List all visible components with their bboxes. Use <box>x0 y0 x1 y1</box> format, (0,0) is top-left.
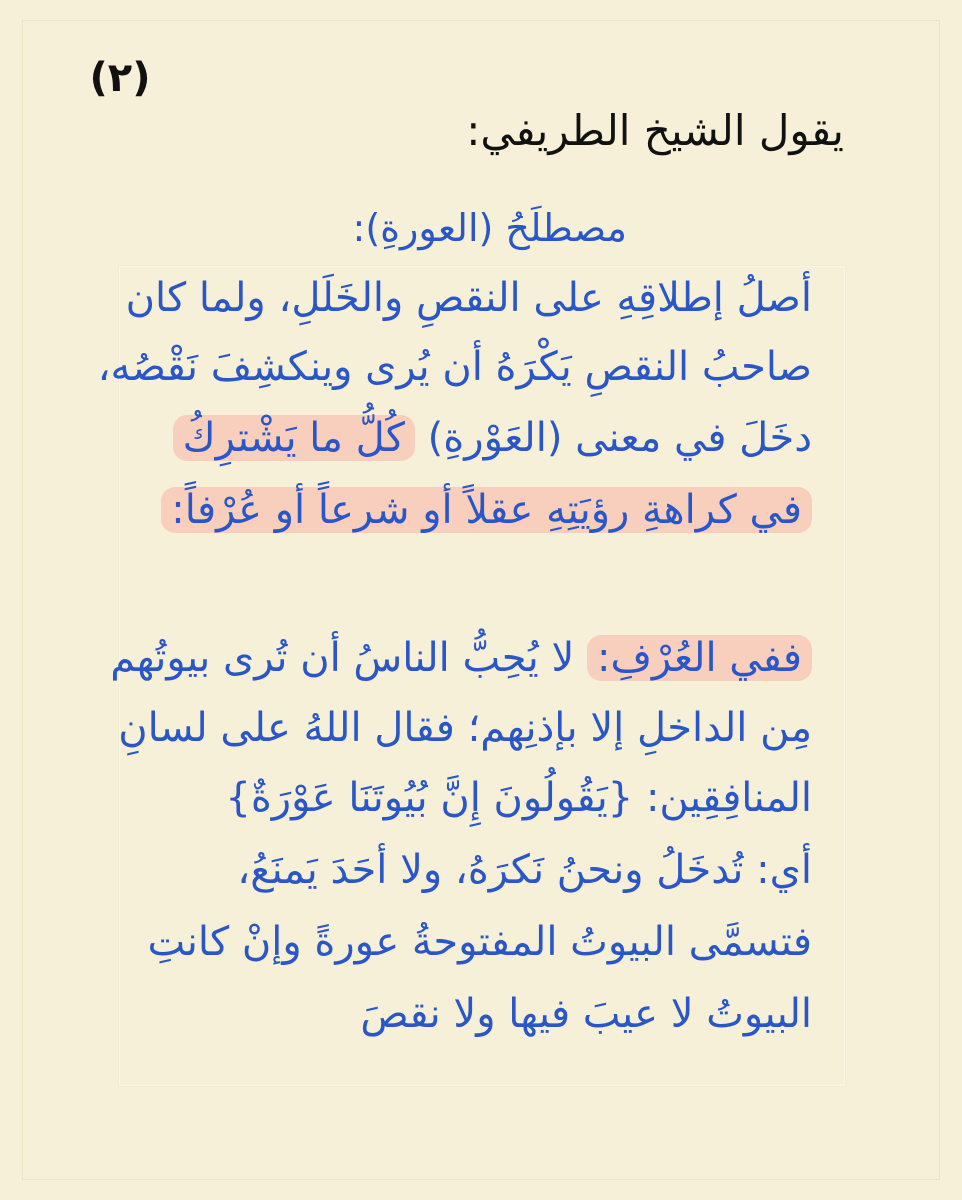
text-line-7 <box>112 768 812 828</box>
line-text: فتسمَّى البيوتُ المفتوحةُ عورةً وإنْ كانتِ <box>147 919 812 965</box>
quran-verse-line: المنافِقِين: {يَقُولُونَ إِنَّ بُيُوتَنَا عَوْرَةٌ} <box>225 775 812 821</box>
text-line-1 <box>112 268 812 328</box>
highlighted-text: ففي العُرْفِ: <box>587 635 812 681</box>
text-line-5 <box>112 628 812 688</box>
text-line-4 <box>112 480 812 540</box>
text-line-10 <box>112 984 812 1044</box>
text-line-6 <box>112 698 812 758</box>
text-line-3 <box>112 408 812 468</box>
highlighted-text: كُلُّ ما يَشْترِكُ <box>173 415 415 461</box>
text-line-2 <box>97 337 812 397</box>
line-text: أصلُ إطلاقِهِ على النقصِ والخَلَلِ، ولما كان <box>125 275 812 321</box>
line-text: صاحبُ النقصِ يَكْرَهُ أن يُرى وينكشِفَ نَقْصُه، <box>97 344 812 390</box>
subheading: مصطلَحُ (العورةِ): <box>352 206 627 250</box>
page-title: يقول الشيخ الطريفي: <box>466 106 844 155</box>
line-text: دخَلَ في معنى (العَوْرةِ) <box>414 415 812 461</box>
line-text: أي: تُدخَلُ ونحنُ نَكرَهُ، ولا أحَدَ يَمنَعُ، <box>237 847 812 893</box>
line-text: مِن الداخلِ إلا بإذنِهم؛ فقال اللهُ على لسانِ <box>118 705 812 751</box>
page-number: (٢) <box>89 55 151 101</box>
highlighted-text: في كراهةِ رؤيَتِهِ عقلاً أو شرعاً أو عُرْفاً: <box>161 487 812 533</box>
text-line-8 <box>112 840 812 900</box>
line-text: لا يُحِبُّ الناسُ أن تُرى بيوتُهم <box>110 635 587 681</box>
line-text: البيوتُ لا عيبَ فيها ولا نقصَ <box>360 991 812 1037</box>
text-line-9 <box>112 912 812 972</box>
